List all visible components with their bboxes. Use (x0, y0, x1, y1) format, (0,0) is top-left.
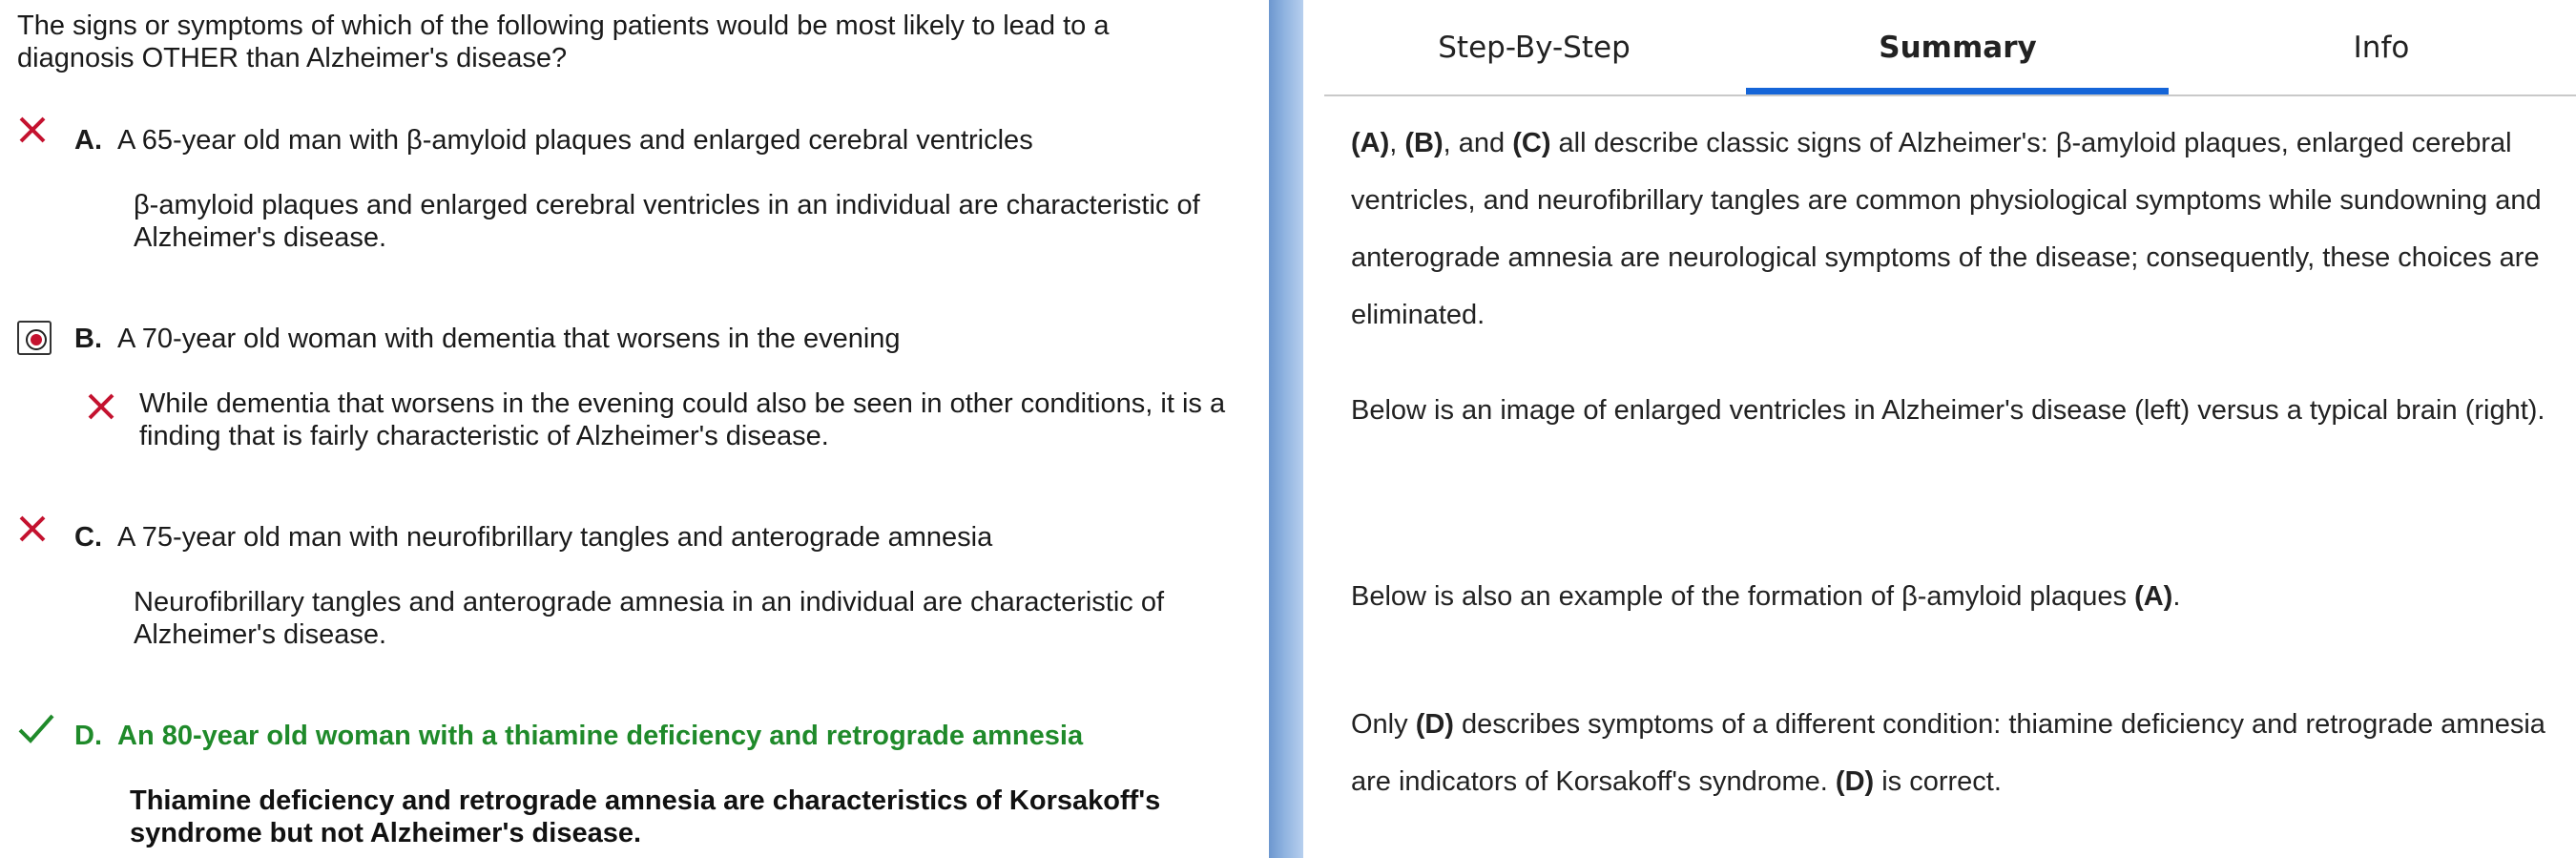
text-run: , and (1443, 128, 1513, 158)
choice-text: An 80-year old woman with a thiamine deficiency and retrograde amnesia (117, 721, 1084, 751)
ref-d: (D) (1835, 766, 1875, 797)
panel-divider[interactable] (1269, 0, 1303, 858)
choice-letter: A. (74, 125, 102, 156)
choice-text: A 65-year old man with β-amyloid plaques and enlarged cerebral ventricles (117, 125, 1033, 156)
radio-dot (31, 334, 42, 345)
choice-d-explanation: Thiamine deficiency and retrograde amnesia are characteristics of Korsakoff's syndrome but not Alzheimer's disease. (130, 785, 1161, 848)
text-run: is correct. (1874, 766, 2002, 797)
text-run: Below is also an example of the formation of β-amyloid plaques (1351, 581, 2135, 612)
summary-paragraph-4 (1351, 696, 2576, 810)
choice-letter: C. (74, 522, 102, 553)
choice-a[interactable] (74, 124, 1033, 157)
text-run: describes symptoms of a different condition: thiamine deficiency and retrograde amnesia are indicators of Korsakoff's syndrome. (1351, 709, 2545, 797)
text-run: , (1389, 128, 1405, 158)
radio-selected-icon[interactable] (17, 321, 52, 355)
explanation-panel (1303, 0, 2576, 858)
choice-c[interactable] (74, 521, 992, 554)
check-icon (17, 712, 55, 744)
summary-paragraph-3 (1351, 568, 2576, 625)
choice-c-explanation: Neurofibrillary tangles and anterograde amnesia in an individual are characteristic of Alzheimer's disease. (134, 587, 1165, 650)
summary-paragraph-1 (1351, 115, 2576, 344)
choice-letter: D. (74, 721, 102, 751)
choice-a-explanation: β-amyloid plaques and enlarged cerebral ventricles in an individual are characteristic of Alzheimer's disease. (134, 190, 1200, 253)
tab-step-by-step[interactable]: Step-By-Step (1438, 31, 1631, 65)
choice-b[interactable] (74, 323, 901, 355)
text-run: Only (1351, 709, 1416, 740)
choice-letter: B. (74, 324, 102, 354)
choice-text: A 75-year old man with neurofibrillary tangles and anterograde amnesia (117, 522, 993, 553)
choice-text: A 70-year old woman with dementia that worsens in the evening (117, 324, 901, 354)
ref-b: (B) (1404, 128, 1444, 158)
x-icon (17, 115, 48, 145)
active-tab-indicator (1746, 88, 2169, 94)
text-run: all describe classic signs of Alzheimer's: β-amyloid plaques, enlarged cerebral ventricles, and neurofibrillary tangles are common physiological symptoms while sundowning and anterograde amnesia are neurological symptoms of the disease; consequently, these choices are eliminated. (1351, 128, 2542, 330)
text-run: . (2172, 581, 2181, 612)
ref-a: (A) (2134, 581, 2173, 612)
choice-d[interactable] (74, 720, 1083, 752)
summary-paragraph-2: Below is an image of enlarged ventricles in Alzheimer's disease (left) versus a typical brain (right). (1351, 395, 2545, 426)
tab-bar-border (1324, 94, 2576, 96)
ref-c: (C) (1512, 128, 1551, 158)
question-text: The signs or symptoms of which of the following patients would be most likely to lead to a diagnosis OTHER than Alzheimer's disease? (17, 10, 1110, 73)
tab-info[interactable]: Info (2353, 31, 2410, 65)
ref-d: (D) (1415, 709, 1454, 740)
choice-b-explanation: While dementia that worsens in the evening could also be seen in other conditions, it is a finding that is fairly characteristic of Alzheimer's disease. (139, 388, 1226, 451)
question-panel (0, 0, 1269, 858)
x-icon (17, 513, 48, 544)
tab-summary[interactable]: Summary (1879, 31, 2037, 65)
ref-a: (A) (1351, 128, 1390, 158)
x-icon (86, 391, 116, 422)
